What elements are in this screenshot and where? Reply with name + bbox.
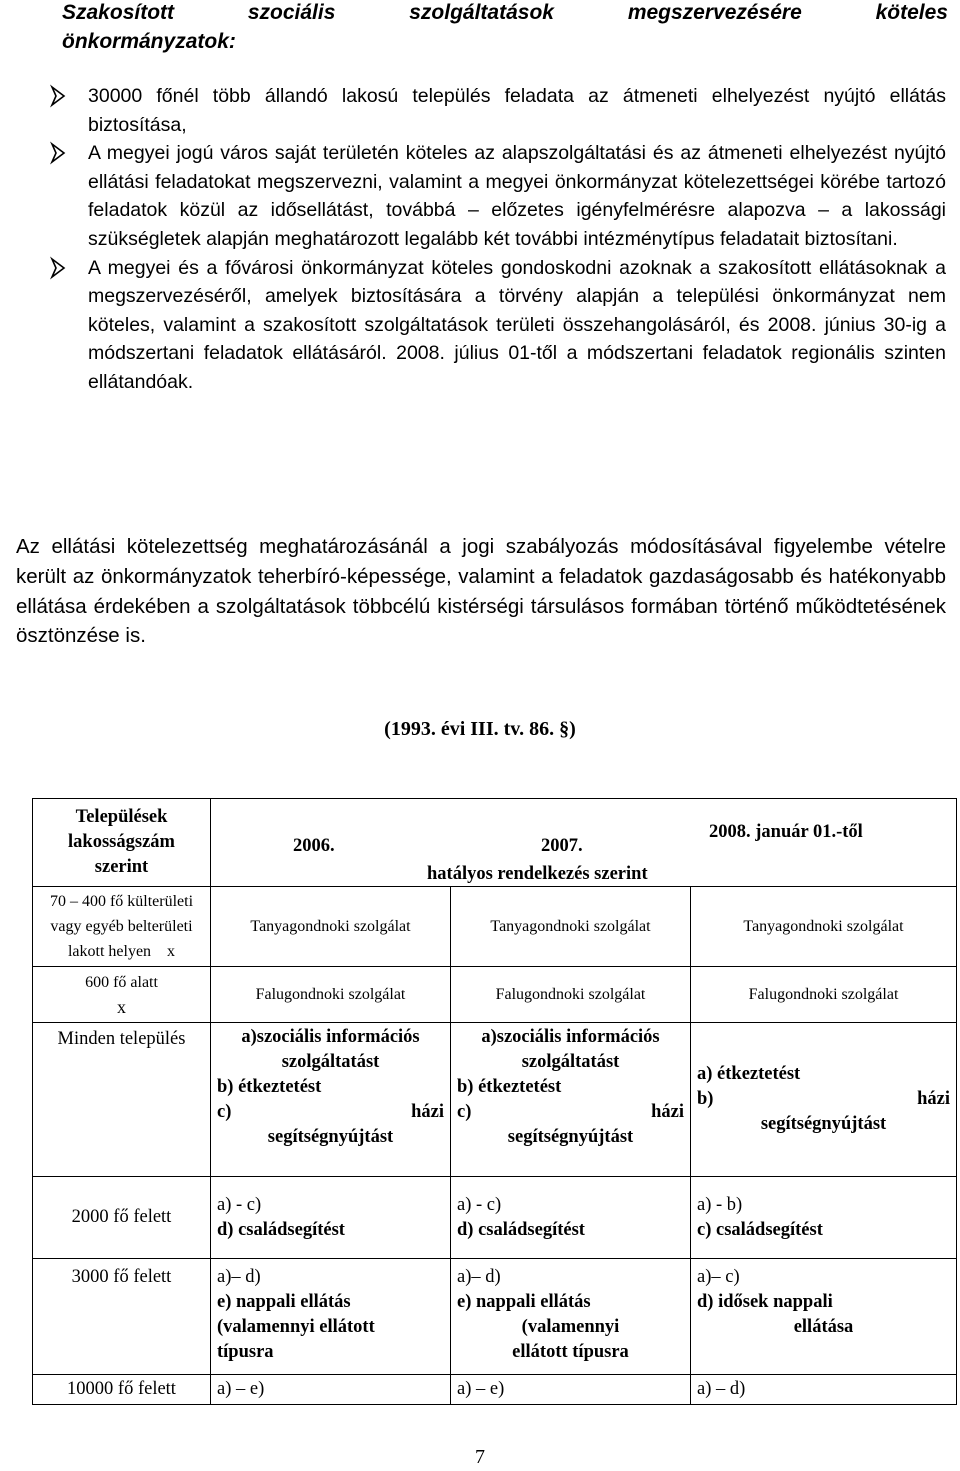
cell-2008: a) – d) (691, 1375, 957, 1405)
label-line: x (117, 996, 126, 1017)
cell-line: a)– c) (697, 1267, 740, 1287)
body-paragraph: Az ellátási kötelezettség meghatározásánál a jogi szabályozás módosításával figyelembe vételre került az önkormányzatok teherbíró-képessége, valamint a feladatok gazdaságosabb és hatékonyabb ellátása érdekében a szolgáltatások többcélú kistérségi társulásos formában történő működtetésének ösztönzése is. (16, 535, 946, 648)
header-settlements (33, 799, 211, 887)
header-subtitle: hatályos rendelkezés szerint (427, 863, 648, 884)
cell-line: segítségnyújtást (507, 1127, 634, 1147)
obligations-list (46, 82, 946, 397)
cell-line: c) családsegítést (697, 1219, 823, 1240)
cell-line: a)– d) (217, 1267, 261, 1287)
list-item-text: A megyei jogú város saját területén köteles az alapszolgáltatási és az átmeneti elhelyezést nyújtó ellátási feladatokat megszervezni, valamint a megyei önkormányzat kötelezettségei körébe tartozó feladatok közül az idősellátást, továbbá – előzetes igényfelmérésre alapozva – a lakossági szükségletek alapján meghatározott legalább két további intézménytípus feladatait biztosítani. (88, 142, 946, 250)
cell-line: c) házi (457, 1102, 684, 1122)
cell-line: szolgáltatást (521, 1052, 620, 1072)
cell-2007 (451, 1259, 691, 1375)
header-year-2008: 2008. január 01.-től (709, 821, 863, 842)
arrow-bullet-icon (50, 256, 66, 280)
cell-2006 (211, 1259, 451, 1375)
cell-line: b) házi (697, 1089, 951, 1109)
cell-2008: Falugondnoki szolgálat (691, 967, 957, 1023)
obligations-table (32, 798, 957, 1405)
label-line: 70 – 400 fő külterületi (49, 893, 194, 910)
cell-line: b) étkeztetést (457, 1077, 562, 1097)
row-label (33, 967, 211, 1023)
cell-line: a) étkeztetést (697, 1064, 801, 1084)
row-label: 2000 fő felett (33, 1177, 211, 1259)
cell-line: (valamennyi ellátott (217, 1317, 375, 1337)
arrow-bullet-icon (50, 84, 66, 108)
cell-line: szolgáltatást (281, 1052, 380, 1072)
cell-line: a) - c) (217, 1194, 262, 1215)
cell-2006 (211, 1023, 451, 1177)
row-label: 10000 fő felett (33, 1375, 211, 1405)
cell-line: a)– d) (457, 1267, 501, 1287)
cell-line: d) családsegítést (457, 1219, 585, 1240)
cell-2006: a) – e) (211, 1375, 451, 1405)
header-years (211, 799, 957, 887)
list-item (46, 139, 946, 253)
cell-line: típusra (217, 1342, 274, 1362)
cell-2008 (691, 1177, 957, 1259)
cell-line: e) nappali ellátás (457, 1292, 591, 1312)
cell-2008 (691, 1259, 957, 1375)
cell-2008: Tanyagondnoki szolgálat (691, 887, 957, 967)
arrow-bullet-icon (50, 141, 66, 165)
heading-line-2: önkormányzatok: (62, 30, 236, 53)
table-row (33, 887, 957, 967)
cell-line: ellátott típusra (512, 1342, 629, 1362)
table-row (33, 967, 957, 1023)
cell-line: a)szociális információs (481, 1027, 660, 1047)
section-heading (62, 0, 948, 56)
cell-line: ellátása (793, 1317, 854, 1337)
cell-line: b) étkeztetést (217, 1077, 322, 1097)
table-row (33, 1259, 957, 1375)
cell-line: segítségnyújtást (760, 1114, 887, 1134)
heading-line-1: Szakosított szociális szolgáltatások megszervezésére köteles (62, 1, 948, 24)
list-item (46, 82, 946, 139)
cell-line: (valamennyi (521, 1317, 620, 1337)
list-item-text: A megyei és a fővárosi önkormányzat köteles gondoskodni azoknak a szakosított ellátásoknak a megszervezéséről, amelyek biztosítására a törvény alapján a települési önkormányzat nem köteles, valamint a szakosított szolgáltatások területi összehangolásáról, és 2008. június 30-ig a módszertani feladatok ellátásáról. 2008. július 01-től a módszertani feladatok regionális szinten ellátandóak. (88, 256, 946, 393)
cell-2007: a) – e) (451, 1375, 691, 1405)
table-row (33, 1177, 957, 1259)
cell-2006: Falugondnoki szolgálat (211, 967, 451, 1023)
cell-2006 (211, 1177, 451, 1259)
cell-2007 (451, 1177, 691, 1259)
header-line: szerint (94, 857, 149, 877)
header-line: lakosságszám (68, 832, 175, 852)
table-row (33, 1023, 957, 1177)
law-reference: (1993. évi III. tv. 86. §) (384, 718, 576, 740)
cell-2006: Tanyagondnoki szolgálat (211, 887, 451, 967)
cell-line: a)szociális információs (241, 1027, 420, 1047)
list-item (46, 254, 946, 397)
list-item-text: 30000 főnél több állandó lakosú település feladata az átmeneti elhelyezést nyújtó ellátás biztosítása, (88, 85, 946, 136)
label-line: lakott helyen x (67, 943, 176, 960)
cell-line: segítségnyújtást (267, 1127, 394, 1147)
cell-2007: Tanyagondnoki szolgálat (451, 887, 691, 967)
page-number: 7 (475, 1446, 485, 1468)
row-label: Minden település (33, 1023, 211, 1177)
cell-line: a) - b) (697, 1194, 743, 1215)
cell-line: d) családsegítést (217, 1219, 345, 1240)
label-line: vagy egyéb belterületi (50, 918, 193, 935)
label-line: 600 fő alatt (85, 973, 158, 991)
cell-2008 (691, 1023, 957, 1177)
cell-line: a) - c) (457, 1194, 502, 1215)
cell-line: d) idősek nappali (697, 1292, 833, 1312)
table-row (33, 1375, 957, 1405)
row-label (33, 887, 211, 967)
header-line: Települések (75, 807, 168, 827)
cell-2007: Falugondnoki szolgálat (451, 967, 691, 1023)
header-year-2007: 2007. (541, 835, 583, 856)
row-label: 3000 fő felett (33, 1259, 211, 1375)
cell-line: c) házi (217, 1102, 444, 1122)
cell-line: e) nappali ellátás (217, 1292, 351, 1312)
cell-2007 (451, 1023, 691, 1177)
header-year-2006: 2006. (293, 835, 335, 856)
table-header-row (33, 799, 957, 887)
